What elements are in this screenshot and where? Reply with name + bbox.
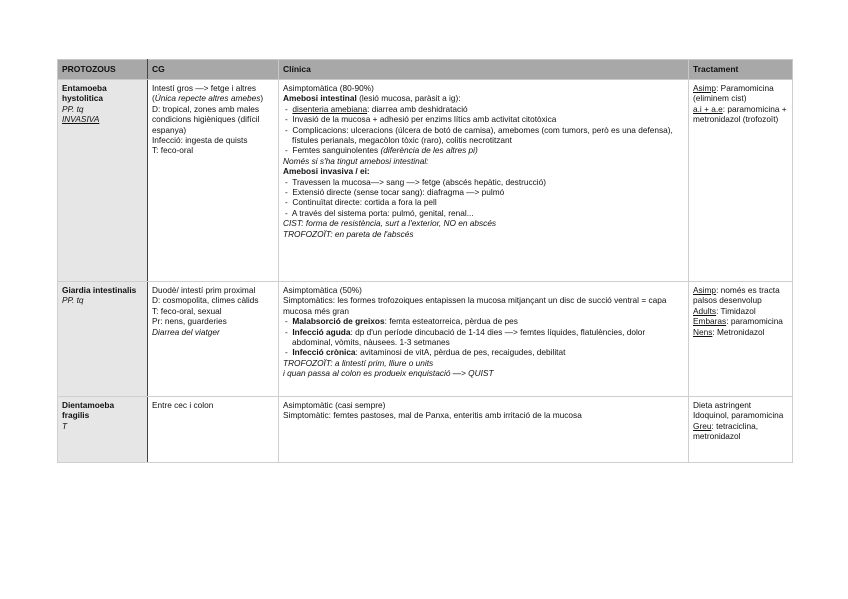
header-tractament: Tractament: [689, 60, 793, 80]
clinica-note: TROFOZOÏT: en pareta de l'abscés: [283, 228, 414, 239]
protozou-name: Giardia intestinalis: [62, 285, 137, 295]
tract-line: Asimp: només es tracta palsos desenvolup: [693, 285, 780, 306]
list-item: - Infecció aguda: dp d'un període dincubació de 1-14 dies —> femtes líquides, flatulències, dolor abdominal, vòmits, nàusees. 1-3 setmanes: [285, 326, 646, 348]
cg-line: Intestí gros —> fetge i altres (Única repecte altres amebes): [152, 83, 264, 104]
table-row: [58, 282, 793, 397]
clinica-cell: [279, 80, 689, 282]
list-item: - Travessen la mucosa—> sang —> fetge (abscés hepàtic, destrucció): [285, 176, 547, 187]
table-header-row: [58, 60, 793, 80]
cg-line: D: tropical, zones amb males condicions higièniques (difícil espanya): [152, 103, 260, 135]
clinica-note: CIST: forma de resistència, surt a l'exterior, NO en abscés: [283, 218, 497, 229]
protozou-cell: [58, 397, 148, 463]
list-item: - Invasió de la mucosa + adhesió per enzims lítics amb activitat citotòxica: [285, 114, 557, 125]
tractament-cell: [689, 282, 793, 397]
tract-line: Idoquinol, paramomicina: [693, 410, 784, 421]
clinica-line: Amebosi intestinal (lesió mucosa, paràsit a ig):: [283, 93, 461, 104]
protozou-cell: [58, 282, 148, 397]
clinica-cell: [279, 282, 689, 397]
header-cg: CG: [148, 60, 279, 80]
clinica-line: Asimptomàtic (casi sempre): [283, 400, 386, 410]
cg-cell: [148, 397, 279, 463]
protozou-invasiva: INVASIVA: [62, 114, 100, 125]
protozou-sub: T: [62, 420, 68, 431]
header-clinica: Clínica: [279, 60, 689, 80]
table-row: [58, 80, 793, 282]
tract-line: Asimp: Paramomicina (eliminem cist): [693, 83, 774, 104]
cg-line: D: cosmopolita, climes càlids: [152, 295, 259, 306]
cg-line: Diarrea del viatger: [152, 326, 220, 337]
cg-line: T: feco-oral, sexual: [152, 305, 222, 316]
tract-line: a.i + a.e: paramomicina + metronidazol (trofozoït): [693, 103, 787, 125]
cg-cell: [148, 282, 279, 397]
list-item: - Infecció crònica: avitaminosi de vitA, pèrdua de pes, recaigudes, debilitat: [285, 347, 566, 358]
tract-line: Adults: Timidazol: [693, 305, 756, 316]
clinica-line: Simptomàtic: femtes pastoses, mal de Panxa, enteritis amb irritació de la mucosa: [283, 410, 582, 421]
protozou-sub: PP. tq: [62, 295, 84, 306]
cg-cell: [148, 80, 279, 282]
cg-line: Infecció: ingesta de quists: [152, 135, 248, 146]
clinica-line: Asimptomàtica (50%): [283, 285, 362, 295]
tractament-cell: [689, 397, 793, 463]
list-item: - Extensió directe (sense tocar sang): diafragma —> pulmó: [285, 187, 505, 198]
protozou-cell: [58, 80, 148, 282]
list-item: - A través del sistema porta: pulmó, genital, renal...: [285, 207, 474, 218]
clinica-cell: [279, 397, 689, 463]
list-item: - Malabsorció de greixos: femta esteatorreica, pèrdua de pes: [285, 316, 518, 327]
tract-line: Dieta astringent: [693, 400, 752, 410]
tract-line: Greu: tetraciclina, metronidazol: [693, 420, 759, 442]
cg-line: Entre cec i colon: [152, 400, 214, 410]
tractament-cell: [689, 80, 793, 282]
list-item: - Continuïtat directe: cortida a fora la pell: [285, 197, 437, 208]
tract-line: Nens: Metronidazol: [693, 326, 765, 337]
table-row: [58, 397, 793, 463]
clinica-note: Només si s'ha tingut amebosi intestinal:: [283, 155, 429, 166]
list-item: - Femtes sanguinolentes (diferència de les altres pi): [285, 145, 478, 156]
clinica-note: TROFOZOÏT: a lintestí prim, lliure o units: [283, 357, 434, 368]
clinica-line: Simptomàtics: les formes trofozoiques entapissen la mucosa mitjançant un disc de succió ventral = capa mucosa més gran: [283, 295, 667, 316]
protozous-table: [57, 59, 793, 463]
clinica-line: Asimptomàtica (80-90%): [283, 83, 374, 93]
tract-line: Embaras: paramomicina: [693, 316, 783, 327]
protozou-sub: PP. tq: [62, 103, 84, 114]
cg-line: Pr: nens, guarderies: [152, 316, 227, 327]
list-item: - Complicacions: ulceracions (úlcera de botó de camisa), amebomes (com tumors, però es una defensa), fístules perianals, megacòlon tòxic (raro), colitis necrotitzant: [285, 124, 673, 146]
cg-line: T: feco-oral: [152, 145, 194, 156]
cg-line: Duodè/ intestí prim proximal: [152, 285, 256, 295]
clinica-line: Amebosi invasiva / ei:: [283, 166, 370, 177]
header-protozous: PROTOZOUS: [58, 60, 148, 80]
clinica-note: i quan passa al colon es produeix enquistació —> QUIST: [283, 368, 494, 379]
protozou-name: Entamoeba hystolitica: [62, 83, 107, 104]
list-item: - disenteria amebiana: diarrea amb deshidratació: [285, 103, 468, 114]
protozou-name: Dientamoeba fragilis: [62, 400, 115, 421]
